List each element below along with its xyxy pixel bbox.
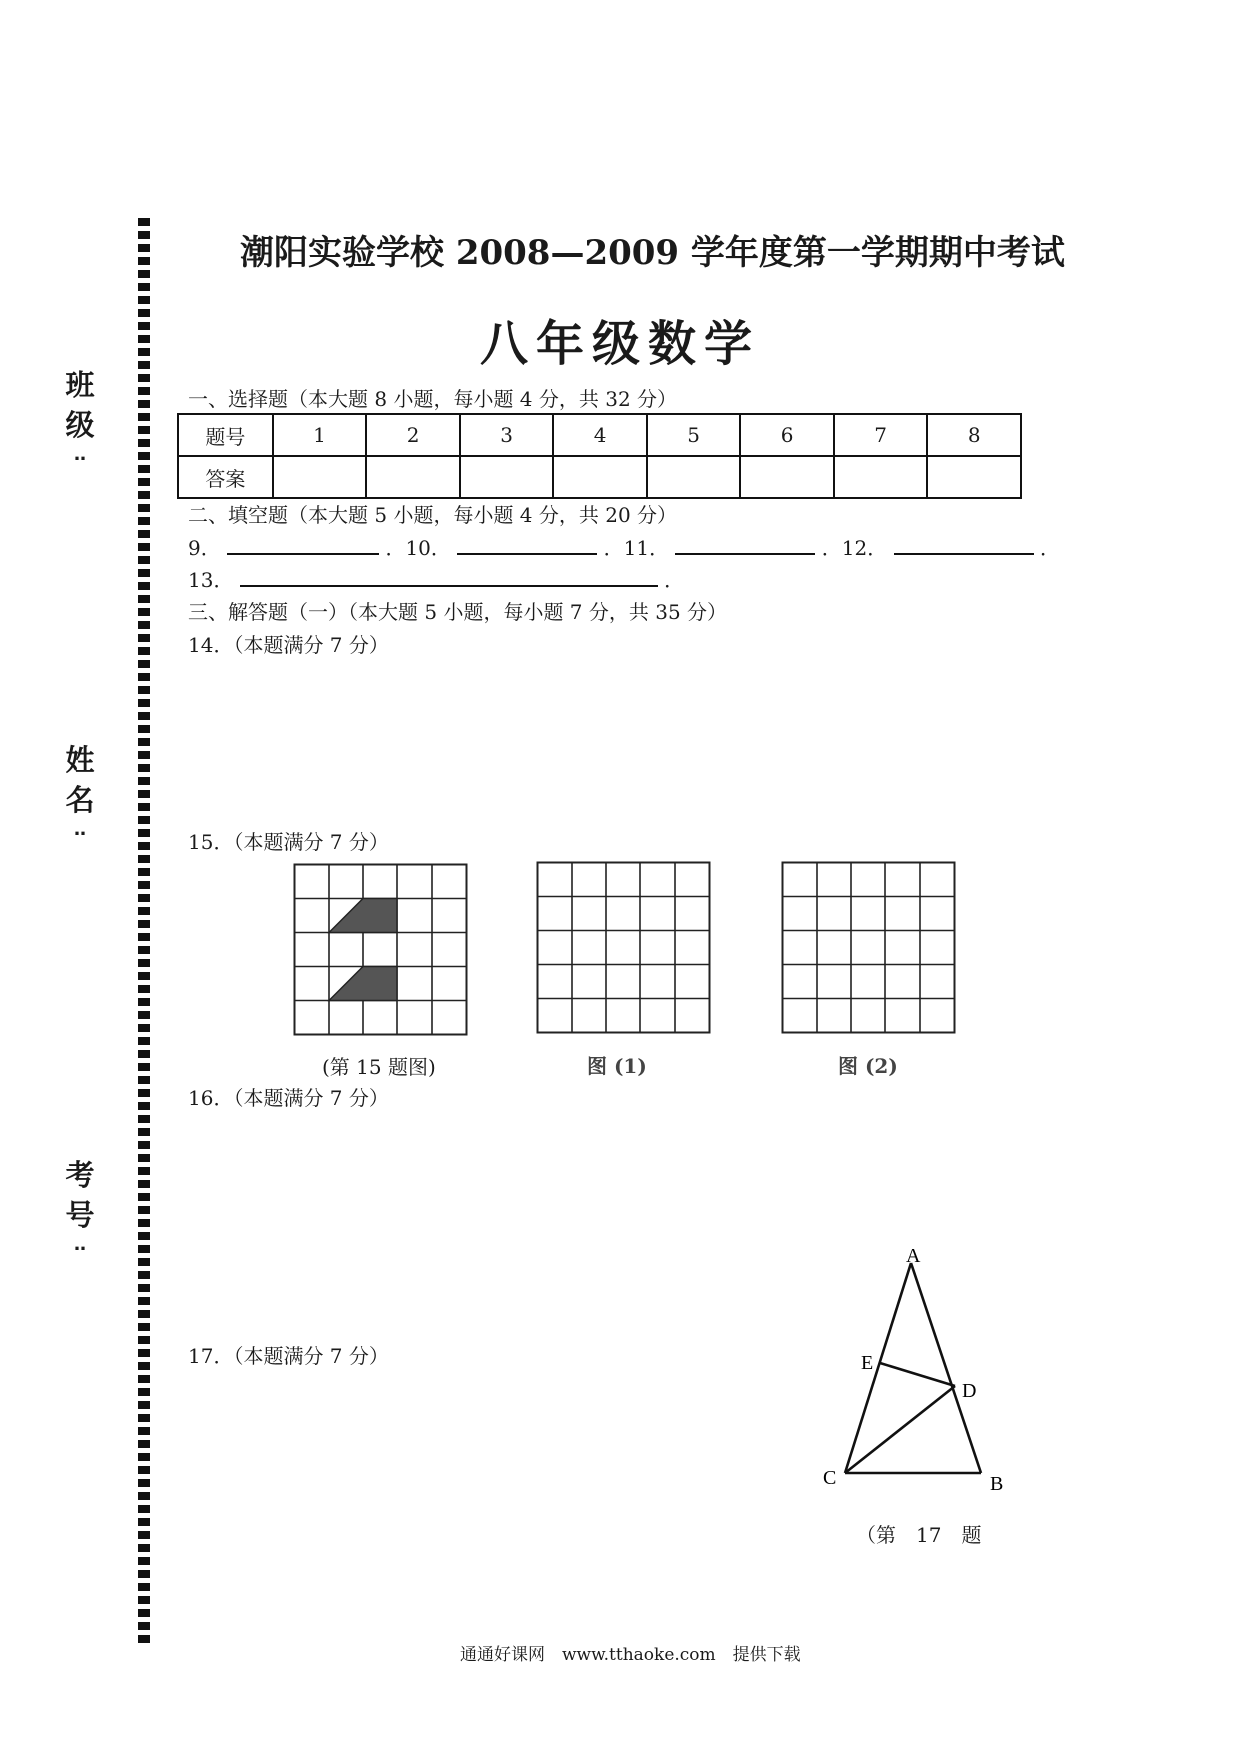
question-17-heading: 17．（本题满分 7 分） (188, 1344, 389, 1368)
blank-label-13: 13． (188, 568, 234, 592)
question-number-cell: 8 (927, 414, 1021, 456)
footer-source: 通通好课网 www.tthaoke.com 提供下载 (460, 1645, 801, 1665)
question-16-heading: 16．（本题满分 7 分） (188, 1086, 389, 1110)
question-number-cell: 1 (273, 414, 367, 456)
answer-cell[interactable] (834, 456, 928, 498)
question-15-heading: 15．（本题满分 7 分） (188, 830, 389, 854)
question-number-cell: 2 (366, 414, 460, 456)
exam-title: 潮阳实验学校 2008—2009 学年度第一学期期中考试 (240, 233, 1065, 273)
question-number-cell: 7 (834, 414, 928, 456)
shaded-trapezoid-upper (329, 899, 397, 933)
exam-number-label-colon: ‥ (73, 1234, 86, 1255)
fill-blank-row-2 (188, 564, 684, 593)
q15-grid-1 (536, 861, 714, 1035)
blank-end-12: ． (1039, 536, 1060, 560)
question-number-cell: 3 (460, 414, 554, 456)
binding-line (138, 218, 150, 1648)
blank-label-11: ．11． (603, 536, 670, 560)
blank-line-13[interactable] (240, 567, 658, 587)
label-d: D (962, 1380, 977, 1402)
q17-triangle-figure (810, 1245, 1030, 1505)
class-label (60, 365, 100, 465)
question-14-heading: 14．（本题满分 7 分） (188, 633, 389, 657)
exam-number-label (60, 1155, 100, 1255)
question-number-cell: 4 (553, 414, 647, 456)
name-label-colon: ‥ (73, 819, 86, 840)
question-number-cell: 6 (740, 414, 834, 456)
answer-cell[interactable] (553, 456, 647, 498)
class-label-char-1: 班 (65, 368, 95, 402)
side-ab (911, 1263, 981, 1473)
segment-ed (880, 1363, 955, 1386)
section2-heading: 二、填空题（本大题 5 小题，每小题 4 分，共 20 分） (188, 503, 678, 527)
answer-cell[interactable] (740, 456, 834, 498)
subject-title: 八年级数学 (479, 316, 760, 372)
q15-caption-figure: (第 15 题图) (322, 1055, 436, 1079)
class-label-char-2: 级 (65, 408, 95, 442)
exam-number-label-char-1: 考 (65, 1158, 95, 1192)
name-label-char-2: 名 (65, 783, 95, 817)
label-e: E (861, 1352, 874, 1374)
question-number-cell: 5 (647, 414, 741, 456)
blank-label-9: 9． (188, 536, 221, 560)
blank-end-13: ． (664, 568, 685, 592)
q15-figure-grid (293, 863, 471, 1037)
blank-line-11[interactable] (675, 535, 815, 555)
side-ac (845, 1263, 911, 1473)
answer-cell[interactable] (460, 456, 554, 498)
answer-table (177, 413, 1022, 499)
answer-cell[interactable] (647, 456, 741, 498)
segment-cd (845, 1386, 955, 1473)
class-label-colon: ‥ (73, 444, 86, 465)
section1-heading: 一、选择题（本大题 8 小题，每小题 4 分，共 32 分） (188, 387, 678, 411)
answer-cell[interactable] (927, 456, 1021, 498)
answer-cell[interactable] (366, 456, 460, 498)
exam-number-label-char-2: 号 (65, 1198, 95, 1232)
shaded-trapezoid-lower (329, 967, 397, 1001)
q15-caption-grid-2: 图 (2) (838, 1054, 898, 1078)
label-b: B (990, 1473, 1004, 1495)
fill-blank-row-1 (188, 532, 1060, 561)
table-row-answers (178, 456, 1021, 498)
section3-heading: 三、解答题（一）（本大题 5 小题，每小题 7 分，共 35 分） (188, 600, 728, 624)
label-a: A (906, 1245, 921, 1267)
answer-header: 答案 (178, 456, 273, 498)
blank-line-12[interactable] (894, 535, 1034, 555)
answer-cell[interactable] (273, 456, 367, 498)
q15-caption-grid-1: 图 (1) (587, 1054, 647, 1078)
q17-caption: （第 17 题 (856, 1523, 982, 1547)
blank-line-9[interactable] (227, 535, 379, 555)
table-row-numbers (178, 414, 1021, 456)
label-c: C (823, 1467, 837, 1489)
question-number-header: 题号 (178, 414, 273, 456)
blank-label-10: ．10． (385, 536, 451, 560)
name-label (60, 740, 100, 840)
blank-line-10[interactable] (457, 535, 597, 555)
name-label-char-1: 姓 (65, 743, 95, 777)
blank-label-12: ．12． (821, 536, 888, 560)
q15-grid-2 (781, 861, 959, 1035)
